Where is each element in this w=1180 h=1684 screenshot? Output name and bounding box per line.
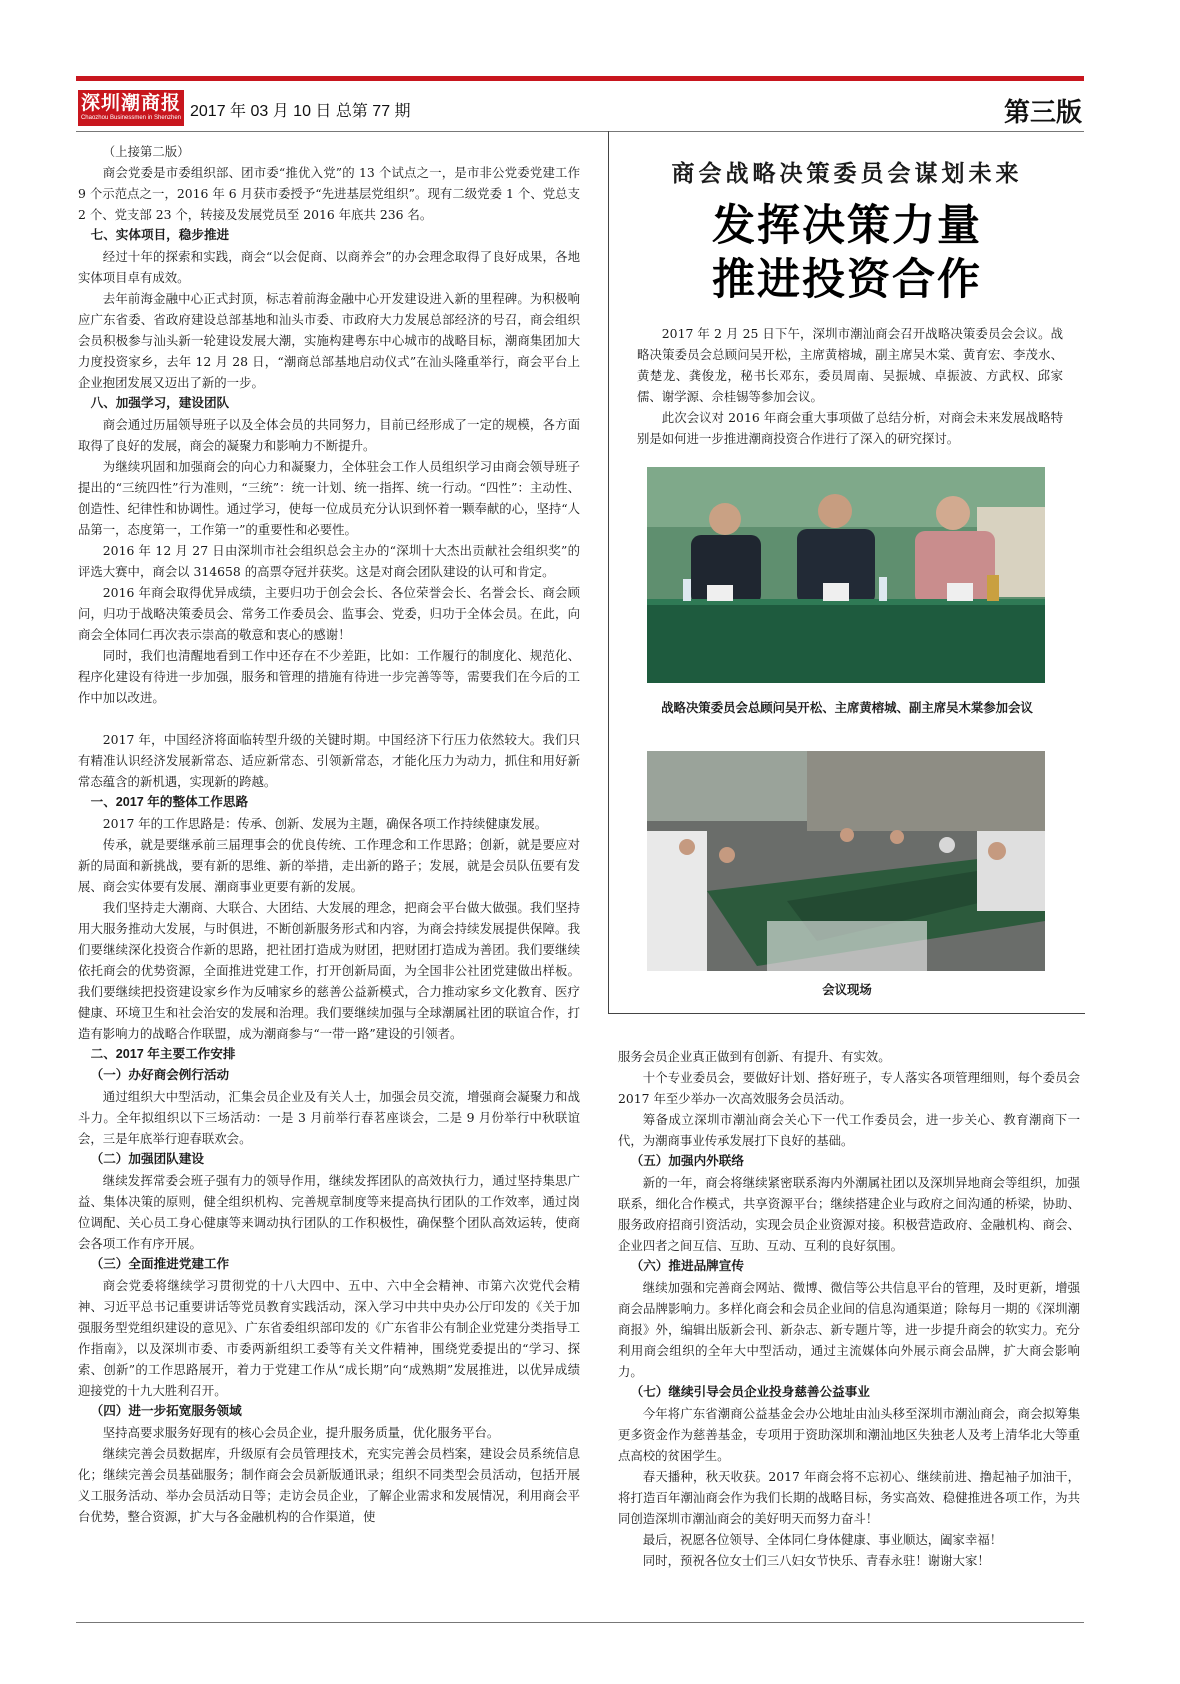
paragraph: 十个专业委员会，要做好计划、搭好班子，专人落实各项管理细则，每个委员会 2017 年至少举办一次高效服务会员活动。 <box>618 1070 1080 1106</box>
logo-subtitle: Chaozhou Businessmen in Shenzhen <box>80 115 182 121</box>
paragraph-gap <box>78 708 580 729</box>
paragraph: 2017 年，中国经济将面临转型升级的关键时期。中国经济下行压力依然较大。我们只有精准认识经济发展新常态、适应新常态、引领新常态，才能化压力为动力，抓住和用好新常态蕴含的新机遇，实现新的跨越。 <box>78 732 580 789</box>
photo-caption-2: 会议现场 <box>822 982 872 997</box>
paragraph: 2016 年 12 月 27 日由深圳市社会组织总会主办的“深圳十大杰出贡献社会组织奖”的评选大赛中，商会以 314658 的高票夺冠并获奖。这是对商会团队建设的认可和肯定。 <box>78 543 580 579</box>
paragraph: 春天播种，秋天收获。2017 年商会将不忘初心、继续前进、撸起袖子加油干，将打造百年潮汕商会作为我们长期的战略目标，务实高效、稳健推进各项工作，为共同创造深圳市潮汕商会的美好明天而努力奋斗！ <box>618 1469 1080 1526</box>
subsection-heading: （一）办好商会例行活动 <box>90 1068 230 1082</box>
logo-title: 深圳潮商报 <box>80 92 181 114</box>
feature-subtitle: 商会战略决策委员会谋划未来 <box>671 160 1023 187</box>
paragraph: 继续发挥常委会班子强有力的领导作用，继续发挥团队的高效执行力，通过坚持集思广益、集体决策的原则，健全组织机构、完善规章制度等来提高执行团队的工作效率，通过岗位调配、关心员工身心健康等来调动执行团队的工作积极性，确保整个团队高效运转，使商会各项工作有序开展。 <box>78 1173 580 1251</box>
paragraph: 同时，我们也清醒地看到工作中还存在不少差距，比如：工作履行的制度化、规范化、程序化建设有待进一步加强，服务和管理的措施有待进一步完善等等，需要我们在今后的工作中加以改进。 <box>78 648 580 705</box>
paragraph: 同时，预祝各位女士们三八妇女节快乐、青春永驻！谢谢大家！ <box>642 1553 990 1568</box>
meeting-photo-leaders <box>647 467 1045 683</box>
paragraph: 2017 年 2 月 25 日下午，深圳市潮汕商会召开战略决策委员会会议。战略决策委员会总顾问吴开松，主席黄榕城，副主席吴木棠、黄育宏、李茂水、黄楚龙、龚俊龙，秘书长邓东，委员周南、吴振城、卓振波、方武权、邱家儒、谢学源、佘桂锡等参加会议。 <box>637 326 1063 404</box>
subsection-heading: （二）加强团队建设 <box>90 1152 204 1166</box>
paragraph: 去年前海金融中心正式封顶，标志着前海金融中心开发建设进入新的里程碑。为积极响应广东省委、省政府建设总部基地和汕头市委、市政府大力发展总部经济的号召，商会组织会员积极参与汕头新一轮建设发展大潮，实施构建粤东中心城市的战略目标，潮商集团加大力度投资家乡，去年 12 月 28 日，“潮商总部基地启动仪式”在汕头隆重举行，商会平台上企业抱团发展又迈出了新的一步。 <box>78 291 580 390</box>
section-heading: 七、实体项目，稳步推进 <box>90 228 230 242</box>
paragraph: 继续加强和完善商会网站、微博、微信等公共信息平台的管理，及时更新，增强商会品牌影响力。多样化商会和会员企业间的信息沟通渠道；除每月一期的《深圳潮商报》外，编辑出版新会刊、新杂志、新专题片等，进一步提升商会的软实力。充分利用商会组织的全年大中型活动，通过主流媒体向外展示商会品牌，扩大商会影响力。 <box>618 1280 1080 1379</box>
section-heading: 一、2017 年的整体工作思路 <box>90 795 249 809</box>
headline-line-1: 发挥决策力量 <box>712 201 982 251</box>
photo-caption-1: 战略决策委员会总顾问吴开松、主席黄榕城、副主席吴木棠参加会议 <box>661 700 1033 715</box>
paragraph: 今年将广东省潮商公益基金会办公地址由汕头移至深圳市潮汕商会，商会拟筹集更多资金作为慈善基金，专项用于资助深圳和潮汕地区失独老人及考上清华北大等重点高校的贫困学生。 <box>618 1406 1080 1463</box>
paragraph: 我们坚持走大潮商、大联合、大团结、大发展的理念，把商会平台做大做强。我们坚持用大服务推动大发展，与时俱进，不断创新服务形式和内容，为商会持续发展提供保障。我们要继续深化投资合作新的思路，把社团打造成为财团，把财团打造成为善团。我们要继续依托商会的优势资源，全面推进党建工作，打开创新局面，为全国非公社团党建做出样板。我们要继续把投资建设家乡作为反哺家乡的慈善公益新模式，合力推动家乡文化教育、医疗健康、环境卫生和社会治安的发展和治理。我们要继续加强与全球潮属社团的联谊合作，打造有影响力的战略合作联盟，成为潮商参与“一带一路”建设的引领者。 <box>78 900 580 1041</box>
feature-body <box>637 323 1063 449</box>
subsection-heading: （七）继续引导会员企业投身慈善公益事业 <box>630 1385 870 1399</box>
subsection-heading: （六）推进品牌宣传 <box>630 1259 744 1273</box>
footer-divider <box>76 1622 1084 1623</box>
masthead-rule <box>76 76 1084 81</box>
subsection-heading: （四）进一步拓宽服务领域 <box>90 1404 242 1418</box>
subsection-heading: （五）加强内外联络 <box>630 1154 744 1168</box>
section-heading: 八、加强学习，建设团队 <box>90 396 230 410</box>
article-left-column <box>78 141 580 1527</box>
meeting-photo-room <box>647 751 1045 971</box>
continuation-note: （上接第二版） <box>102 144 190 159</box>
paragraph: 商会党委是市委组织部、团市委“推优入党”的 13 个试点之一，是市非公党委党建工作 9 个示范点之一，2016 年 6 月获市委授予“先进基层党组织”。现有二级党委 1 个、党总支 2 个、党支部 23 个，转接及发展党员至 2016 年底共 236 名。 <box>78 165 580 222</box>
paragraph: 商会党委将继续学习贯彻党的十八大四中、五中、六中全会精神、市第六次党代会精神、习近平总书记重要讲话等党员教育实践活动，深入学习中共中央办公厅印发的《关于加强服务型党组织建设的意见》、广东省委组织部印发的《广东省非公有制企业党建分类指导工作指南》，以及深圳市委、市委两新组织工委等有关文件精神，围绕党委提出的“学习、探索、创新”的工作思路展开，着力于党建工作从“成长期”向“成熟期”发展推进，以优异成绩迎接党的十九大胜利召开。 <box>78 1278 580 1398</box>
article-right-column <box>618 1046 1080 1571</box>
paragraph: 继续完善会员数据库，升级原有会员管理技术，充实完善会员档案，建设会员系统信息化；继续完善会员基础服务；制作商会会员新版通讯录；组织不同类型会员活动，包括开展义工服务活动、举办会员活动日等；走访会员企业，了解企业需求和发展情况，利用商会平台优势，整合资源，扩大与各金融机构的合作渠道，使 <box>78 1446 580 1524</box>
paragraph: 2017 年的工作思路是：传承、创新、发展为主题，确保各项工作持续健康发展。 <box>102 816 548 831</box>
paragraph: 经过十年的探索和实践，商会“以会促商、以商养会”的办会理念取得了良好成果，各地实体项目卓有成效。 <box>78 249 580 285</box>
photo-leaders-illustration <box>647 467 1045 683</box>
paragraph: 此次会议对 2016 年商会重大事项做了总结分析，对商会未来发展战略特别是如何进一步推进潮商投资合作进行了深入的研究探讨。 <box>637 410 1063 446</box>
paragraph: 最后，祝愿各位领导、全体同仁身体健康、事业顺达，阖家幸福！ <box>642 1532 1003 1547</box>
issue-date: 2017 年 03 月 10 日 总第 77 期 <box>190 103 411 120</box>
paragraph: 坚持高要求服务好现有的核心会员企业，提升服务质量，优化服务平台。 <box>102 1425 500 1440</box>
feature-box <box>608 131 1085 1014</box>
paragraph: 通过组织大中型活动，汇集会员企业及有关人士，加强会员交流，增强商会凝聚力和战斗力。全年拟组织以下三场活动：一是 3 月前举行春茗座谈会，二是 9 月份举行中秋联谊会，三是年底举行迎春联欢会。 <box>78 1089 580 1146</box>
headline-line-2: 推进投资合作 <box>712 255 982 305</box>
paragraph: 筹备成立深圳市潮汕商会关心下一代工作委员会，进一步关心、教育潮商下一代，为潮商事业传承发展打下良好的基础。 <box>618 1112 1080 1148</box>
paragraph: 商会通过历届领导班子以及全体会员的共同努力，目前已经形成了一定的规模，各方面取得了良好的发展，商会的凝聚力和影响力不断提升。 <box>78 417 580 453</box>
paragraph: 新的一年，商会将继续紧密联系海内外潮属社团以及深圳异地商会等组织，加强联系，细化合作模式，共享资源平台；继续搭建企业与政府之间沟通的桥梁，协助、服务政府招商引资活动，实现会员企业资源对接。积极营造政府、金融机构、商会、企业四者之间互信、互助、互动、互利的良好氛围。 <box>618 1175 1080 1253</box>
photo-room-illustration <box>647 751 1045 971</box>
subsection-heading: （三）全面推进党建工作 <box>90 1257 230 1271</box>
feature-headline <box>609 199 1085 307</box>
paragraph: 服务会员企业真正做到有创新、有提升、有实效。 <box>618 1049 891 1064</box>
paragraph: 传承，就是要继承前三届理事会的优良传统、工作理念和工作思路；创新，就是要应对新的局面和新挑战，要有新的思维、新的举措，走出新的路子；发展，就是会员队伍要有发展、商会实体要有发展、潮商事业更要有新的发展。 <box>78 837 580 894</box>
paragraph: 为继续巩固和加强商会的向心力和凝聚力，全体驻会工作人员组织学习由商会领导班子提出的“三统四性”行为准则，“三统”：统一计划、统一指挥、统一行动。“四性”：主动性、创造性、纪律性和协调性。通过学习，使每一位成员充分认识到怀着一颗奉献的心，坚持“人品第一，态度第一，工作第一”的重要性和必要性。 <box>78 459 580 537</box>
paragraph: 2016 年商会取得优异成绩，主要归功于创会会长、各位荣誉会长、名誉会长、商会顾问，归功于战略决策委员会、常务工作委员会、监事会、党委，归功于全体会员。在此，向商会全体同仁再次表示崇高的敬意和衷心的感谢！ <box>78 585 580 642</box>
masthead-logo <box>78 90 184 126</box>
section-heading: 二、2017 年主要工作安排 <box>90 1047 236 1061</box>
page-number: 第三版 <box>1003 97 1082 127</box>
